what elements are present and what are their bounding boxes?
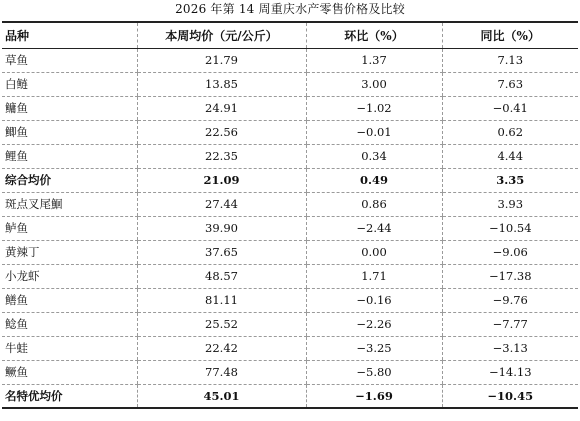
variety-cell: 鳝鱼 <box>2 288 137 312</box>
table-row <box>2 192 578 216</box>
mom-cell: −0.01 <box>306 120 442 144</box>
table-row <box>2 96 578 120</box>
yoy-cell: 7.63 <box>442 72 578 96</box>
table-row <box>2 48 578 72</box>
table-row <box>2 120 578 144</box>
variety-cell: 鳙鱼 <box>2 96 137 120</box>
yoy-cell: −10.54 <box>442 216 578 240</box>
variety-cell: 牛蛙 <box>2 336 137 360</box>
table-header <box>2 22 578 48</box>
price-cell: 25.52 <box>137 312 306 336</box>
mom-cell: −1.69 <box>306 384 442 408</box>
mom-cell: −2.44 <box>306 216 442 240</box>
yoy-cell: −9.06 <box>442 240 578 264</box>
yoy-cell: −0.41 <box>442 96 578 120</box>
price-cell: 77.48 <box>137 360 306 384</box>
table-row <box>2 216 578 240</box>
yoy-cell: −17.38 <box>442 264 578 288</box>
variety-cell: 小龙虾 <box>2 264 137 288</box>
price-cell: 22.42 <box>137 336 306 360</box>
header-row <box>2 22 578 48</box>
variety-cell: 鲶鱼 <box>2 312 137 336</box>
price-cell: 21.09 <box>137 168 306 192</box>
variety-cell: 鲈鱼 <box>2 216 137 240</box>
yoy-cell: 7.13 <box>442 48 578 72</box>
price-cell: 48.57 <box>137 264 306 288</box>
price-cell: 39.90 <box>137 216 306 240</box>
variety-cell: 白鲢 <box>2 72 137 96</box>
mom-cell: 0.00 <box>306 240 442 264</box>
price-cell: 22.35 <box>137 144 306 168</box>
price-cell: 45.01 <box>137 384 306 408</box>
table-title: 2026 年第 14 周重庆水产零售价格及比较 <box>175 2 405 16</box>
mom-cell: −2.26 <box>306 312 442 336</box>
table-row <box>2 360 578 384</box>
yoy-cell: 3.35 <box>442 168 578 192</box>
table-row <box>2 288 578 312</box>
yoy-cell: 4.44 <box>442 144 578 168</box>
mom-cell: −1.02 <box>306 96 442 120</box>
table-row <box>2 144 578 168</box>
table-row <box>2 72 578 96</box>
table-row <box>2 264 578 288</box>
price-cell: 21.79 <box>137 48 306 72</box>
mom-cell: 0.49 <box>306 168 442 192</box>
price-table <box>2 21 578 409</box>
yoy-cell: −3.13 <box>442 336 578 360</box>
table-row <box>2 168 578 192</box>
yoy-cell: 3.93 <box>442 192 578 216</box>
variety-cell: 名特优均价 <box>2 384 137 408</box>
column-header-yoy: 同比（%） <box>442 22 578 48</box>
variety-cell: 草鱼 <box>2 48 137 72</box>
variety-cell: 鲤鱼 <box>2 144 137 168</box>
mom-cell: 0.86 <box>306 192 442 216</box>
variety-cell: 黄辣丁 <box>2 240 137 264</box>
mom-cell: −0.16 <box>306 288 442 312</box>
variety-cell: 斑点叉尾鮰 <box>2 192 137 216</box>
price-cell: 27.44 <box>137 192 306 216</box>
variety-cell: 鳜鱼 <box>2 360 137 384</box>
table-row <box>2 240 578 264</box>
column-header-price: 本周均价（元/公斤） <box>137 22 306 48</box>
mom-cell: −5.80 <box>306 360 442 384</box>
column-header-variety: 品种 <box>2 22 137 48</box>
mom-cell: 0.34 <box>306 144 442 168</box>
table-row <box>2 312 578 336</box>
yoy-cell: −7.77 <box>442 312 578 336</box>
price-cell: 13.85 <box>137 72 306 96</box>
column-header-mom: 环比（%） <box>306 22 442 48</box>
yoy-cell: −10.45 <box>442 384 578 408</box>
mom-cell: 1.71 <box>306 264 442 288</box>
price-cell: 81.11 <box>137 288 306 312</box>
yoy-cell: −14.13 <box>442 360 578 384</box>
mom-cell: 1.37 <box>306 48 442 72</box>
price-cell: 22.56 <box>137 120 306 144</box>
table-body <box>2 48 578 408</box>
table-row <box>2 384 578 408</box>
mom-cell: 3.00 <box>306 72 442 96</box>
variety-cell: 鲫鱼 <box>2 120 137 144</box>
mom-cell: −3.25 <box>306 336 442 360</box>
variety-cell: 综合均价 <box>2 168 137 192</box>
price-cell: 37.65 <box>137 240 306 264</box>
yoy-cell: 0.62 <box>442 120 578 144</box>
yoy-cell: −9.76 <box>442 288 578 312</box>
price-cell: 24.91 <box>137 96 306 120</box>
table-row <box>2 336 578 360</box>
